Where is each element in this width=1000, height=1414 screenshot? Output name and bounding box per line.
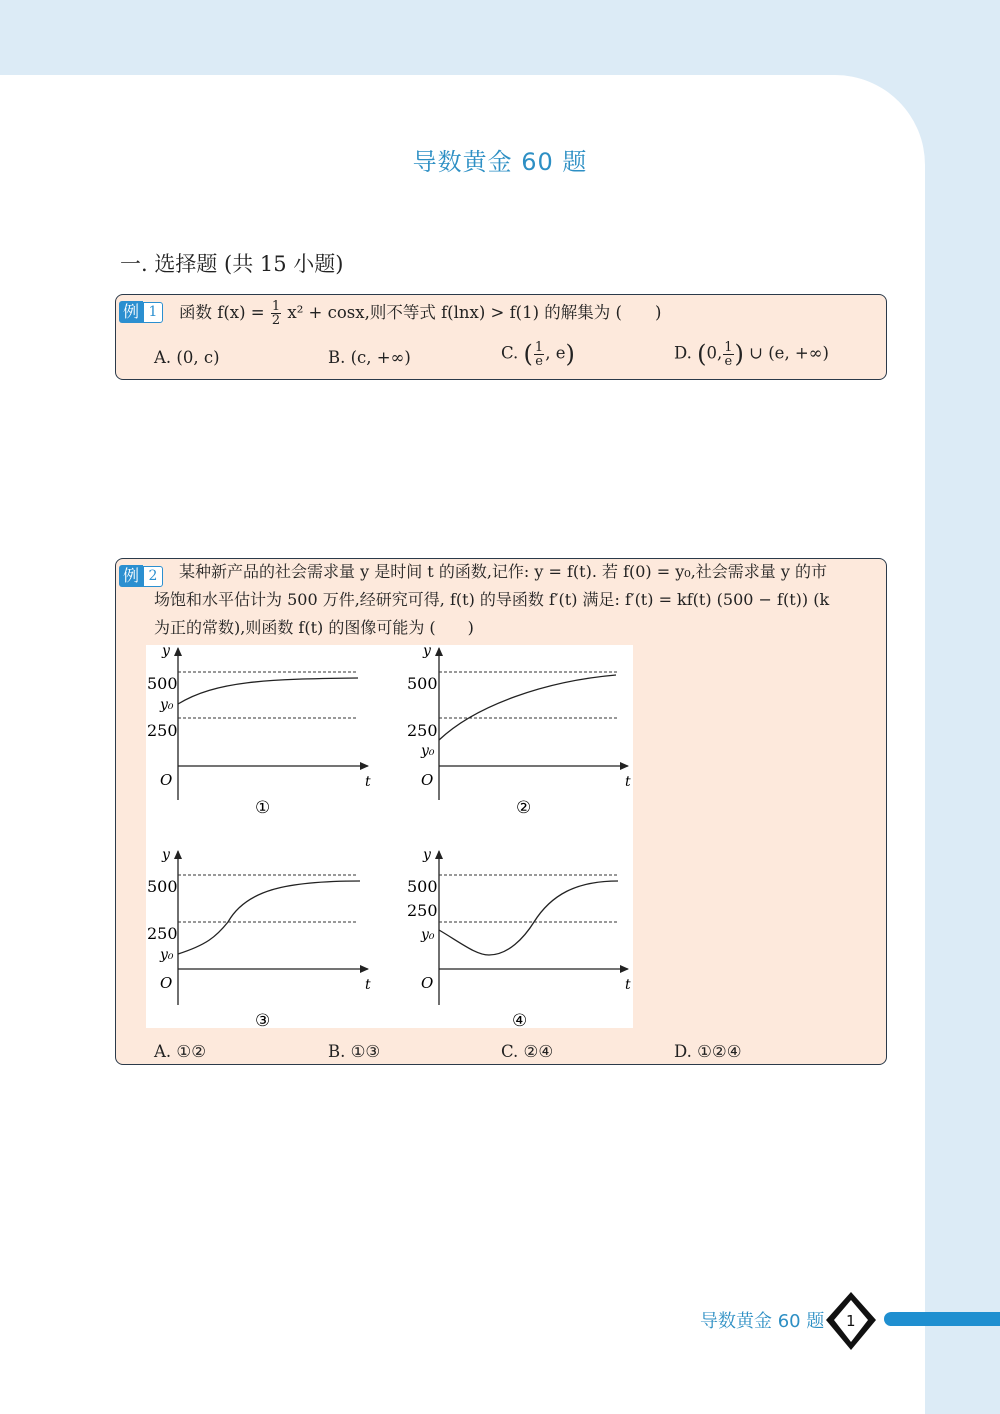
fraction-denominator: e (724, 353, 733, 369)
label-y0: y₀ (421, 743, 435, 759)
y-label: y (423, 645, 431, 659)
label-y0: y₀ (421, 927, 435, 943)
t-label: t (365, 977, 371, 993)
question-1-stem (179, 299, 661, 327)
origin-label: O (160, 974, 173, 992)
t-label: t (625, 977, 631, 993)
question-2-line-2: 场饱和水平估计为 500 万件,经研究可得, f(t) 的导函数 f′(t) 满足: f′(t) = kf(t) (500 − f(t)) (k (154, 590, 830, 609)
label-250: 250 (147, 924, 178, 943)
example-label: 例 (119, 565, 143, 587)
question-2-line-1: 某种新产品的社会需求量 y 是时间 t 的函数,记作: y = f(t). 若 f(0) = y₀,社会需求量 y 的市 (179, 562, 828, 581)
origin-label: O (160, 771, 173, 789)
footer-title: 导数黄金 60 题 (700, 1311, 825, 1332)
curve (178, 678, 358, 704)
option-d-fraction (723, 341, 733, 368)
fraction-denominator: 2 (271, 313, 281, 328)
section-title: 一. 选择题 (共 15 小题) (120, 252, 344, 276)
graph-1 (147, 645, 371, 818)
option-d: D. (0, $\frac{1}{e}$ ) ∪ (e, +∞) (674, 339, 829, 369)
question-number: 1 (143, 302, 163, 323)
label-500: 500 (407, 674, 438, 693)
question-number: 2 (143, 566, 163, 587)
fraction-numerator: 1 (534, 339, 544, 355)
caption-2: ② (516, 798, 532, 818)
curve (178, 881, 360, 954)
label-250: 250 (407, 901, 438, 920)
option-b: B. ①③ (328, 1042, 381, 1061)
label-500: 500 (407, 877, 438, 896)
label-250: 250 (147, 721, 178, 740)
option-c-label: C. (501, 343, 519, 363)
curve (439, 881, 618, 955)
label-y0: y₀ (160, 697, 174, 713)
label-500: 500 (147, 674, 178, 693)
origin-label: O (421, 974, 434, 992)
question-1-tag (119, 300, 163, 324)
page-number: 1 (846, 1312, 856, 1330)
footer-bar (884, 1312, 1000, 1326)
y-label: y (162, 645, 170, 659)
curve (439, 675, 616, 740)
question-1-box (115, 294, 887, 380)
option-c: C. ②④ (501, 1042, 554, 1061)
question-2-tag (119, 564, 163, 588)
caption-3: ③ (255, 1011, 271, 1028)
graph-2 (407, 645, 631, 818)
caption-1: ① (255, 798, 271, 818)
question-2-line-3: 为正的常数),则函数 f(t) 的图像可能为 ( ) (154, 618, 474, 637)
stem-part-b: x² + cosx,则不等式 f(lnx) > f(1) 的解集为 ( ) (287, 303, 662, 322)
graphs-panel (146, 645, 633, 1028)
option-d: D. ①②④ (674, 1042, 742, 1061)
label-250: 250 (407, 721, 438, 740)
option-d-label: D. (674, 343, 692, 363)
origin-label: O (421, 771, 434, 789)
t-label: t (365, 774, 371, 790)
example-label: 例 (119, 301, 143, 323)
stem-fraction (271, 300, 281, 327)
option-c-tail: , e (545, 343, 566, 363)
fraction-denominator: e (535, 353, 543, 369)
fraction-numerator: 1 (724, 339, 733, 355)
option-d-head: 0, (706, 343, 723, 363)
graph-4 (407, 847, 631, 1028)
option-b: B. (c, +∞) (328, 348, 411, 367)
fraction-numerator: 1 (271, 299, 281, 314)
option-c-fraction (534, 341, 544, 368)
y-label: y (162, 847, 170, 863)
option-d-tail: ∪ (e, +∞) (749, 343, 829, 363)
caption-4: ④ (512, 1011, 528, 1028)
stem-part-a: 函数 f(x) = (179, 303, 265, 322)
option-a: A. (0, c) (154, 348, 220, 367)
graph-3 (147, 847, 371, 1028)
page-number-badge (824, 1290, 878, 1352)
option-c: C. ( $\frac{1}{e}$ , e) (501, 339, 575, 369)
label-y0: y₀ (160, 947, 174, 963)
document-title: 导数黄金 60 题 (412, 148, 588, 176)
option-a: A. ①② (154, 1042, 206, 1061)
y-label: y (423, 847, 431, 863)
t-label: t (625, 774, 631, 790)
label-500: 500 (147, 877, 178, 896)
